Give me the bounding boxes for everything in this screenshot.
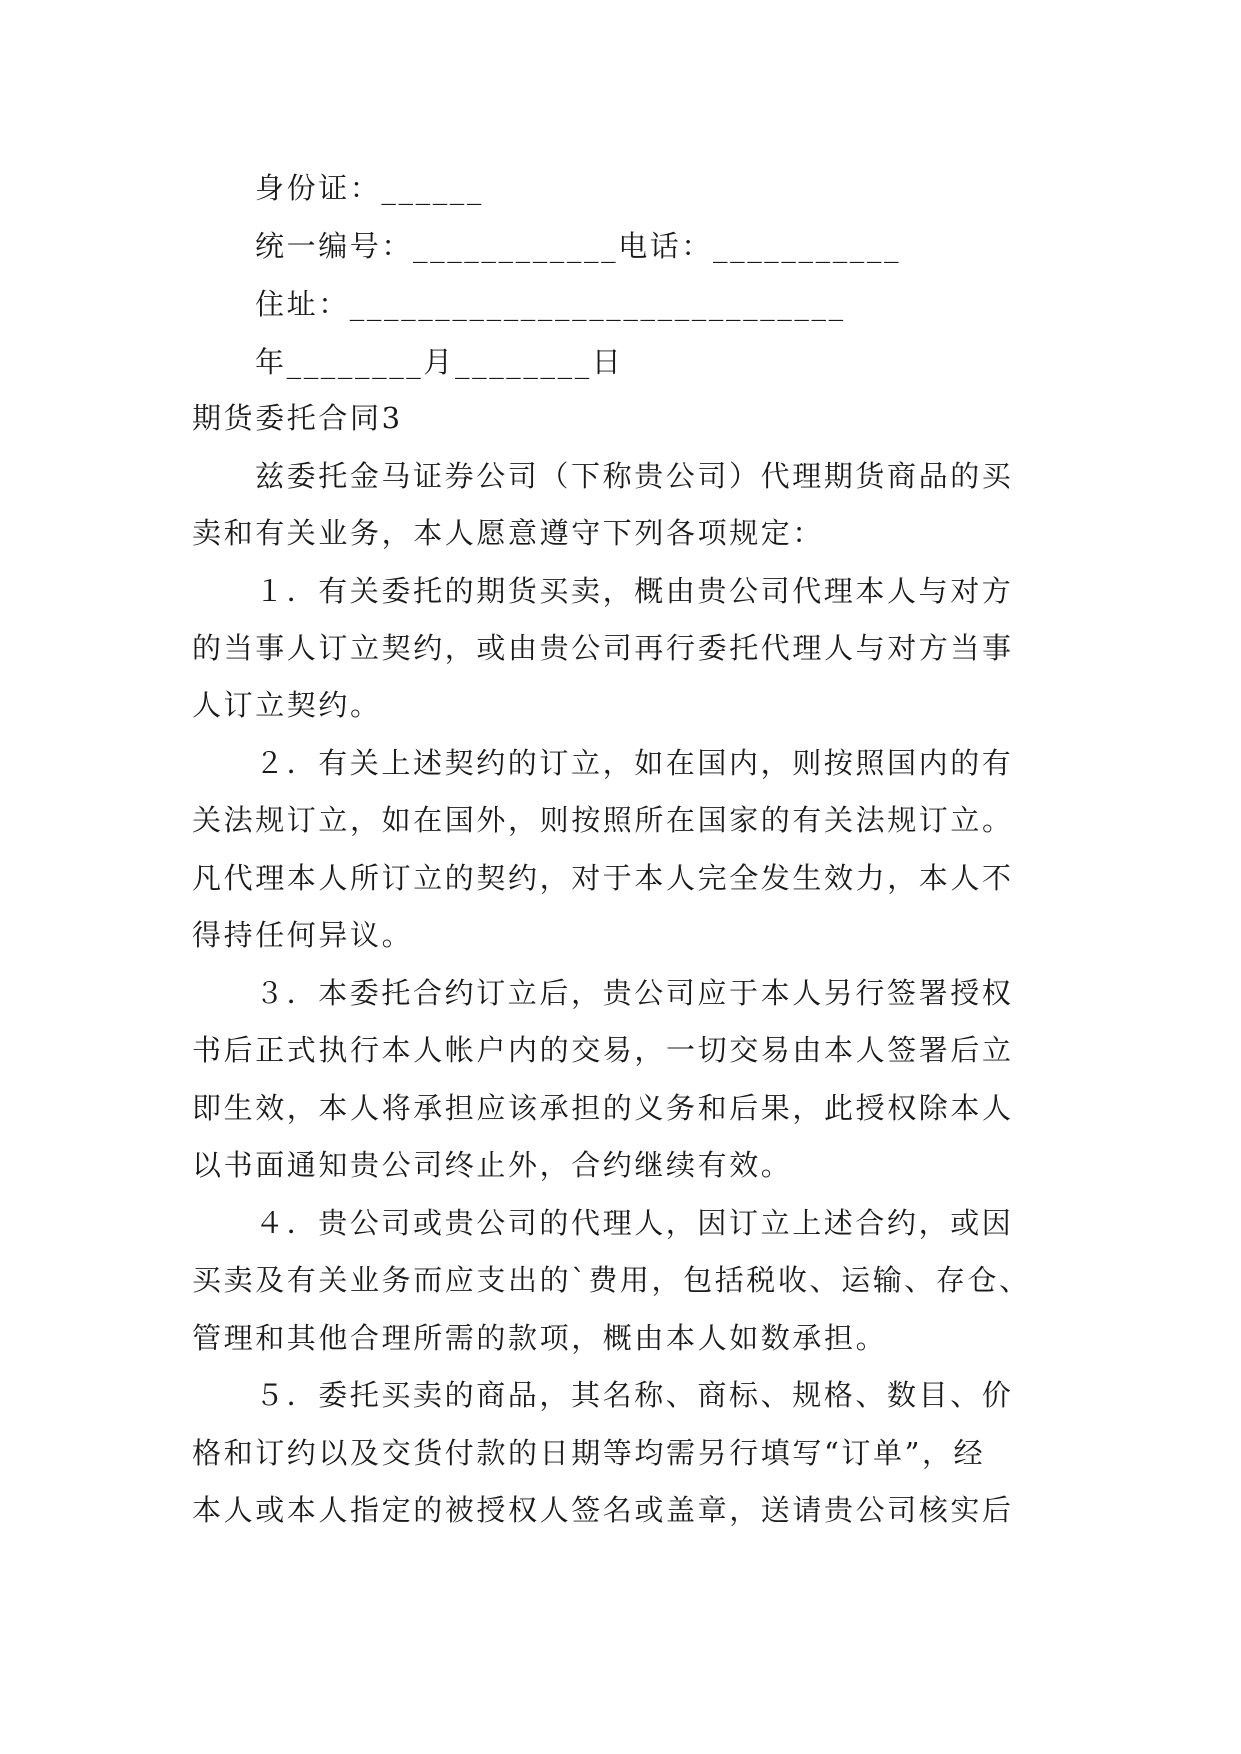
clause-5-line: 格和订约以及交货付款的日期等均需另行填写“订单”，经 bbox=[192, 1436, 986, 1470]
paragraph-line: 兹委托金马证券公司（下称贵公司）代理期货商品的买 bbox=[255, 459, 1014, 493]
clause-1-line: １．有关委托的期货买卖，概由贵公司代理本人与对方 bbox=[255, 574, 1014, 608]
date-field: 年________月________日 bbox=[255, 345, 624, 379]
clause-5-line: ５．委托买卖的商品，其名称、商标、规格、数目、价 bbox=[255, 1378, 1014, 1412]
id-card-field: 身份证：______ bbox=[255, 171, 485, 205]
clause-1-line: 人订立契约。 bbox=[192, 688, 382, 722]
clause-2-line: ２．有关上述契约的订立，如在国内，则按照国内的有 bbox=[255, 746, 1014, 780]
section-title: 期货委托合同3 bbox=[192, 401, 403, 435]
address-field: 住址：_____________________________ bbox=[255, 287, 846, 321]
clause-2-line: 关法规订立，如在国外，则按照所在国家的有关法规订立。 bbox=[192, 803, 1014, 837]
clause-5-line: 本人或本人指定的被授权人签名或盖章，送请贵公司核实后 bbox=[192, 1493, 1014, 1527]
clause-3-line: 以书面通知贵公司终止外，合约继续有效。 bbox=[192, 1148, 793, 1182]
unified-number-phone-field: 统一编号：____________电话：___________ bbox=[255, 229, 902, 263]
clause-3-line: 即生效，本人将承担应该承担的义务和后果，此授权除本人 bbox=[192, 1091, 1014, 1125]
clause-3-line: ３．本委托合约订立后，贵公司应于本人另行签署授权 bbox=[255, 976, 1014, 1010]
clause-2-line: 凡代理本人所订立的契约，对于本人完全发生效力，本人不 bbox=[192, 861, 1014, 895]
clause-1-line: 的当事人订立契约，或由贵公司再行委托代理人与对方当事 bbox=[192, 631, 1014, 665]
clause-4-line: 买卖及有关业务而应支出的`费用，包括税收、运输、存仓、 bbox=[192, 1263, 1031, 1297]
clause-2-line: 得持任何异议。 bbox=[192, 918, 414, 952]
clause-4-line: 管理和其他合理所需的款项，概由本人如数承担。 bbox=[192, 1321, 888, 1355]
clause-3-line: 书后正式执行本人帐户内的交易，一切交易由本人签署后立 bbox=[192, 1033, 1014, 1067]
paragraph-line: 卖和有关业务，本人愿意遵守下列各项规定： bbox=[192, 516, 825, 550]
clause-4-line: ４．贵公司或贵公司的代理人，因订立上述合约，或因 bbox=[255, 1206, 1014, 1240]
